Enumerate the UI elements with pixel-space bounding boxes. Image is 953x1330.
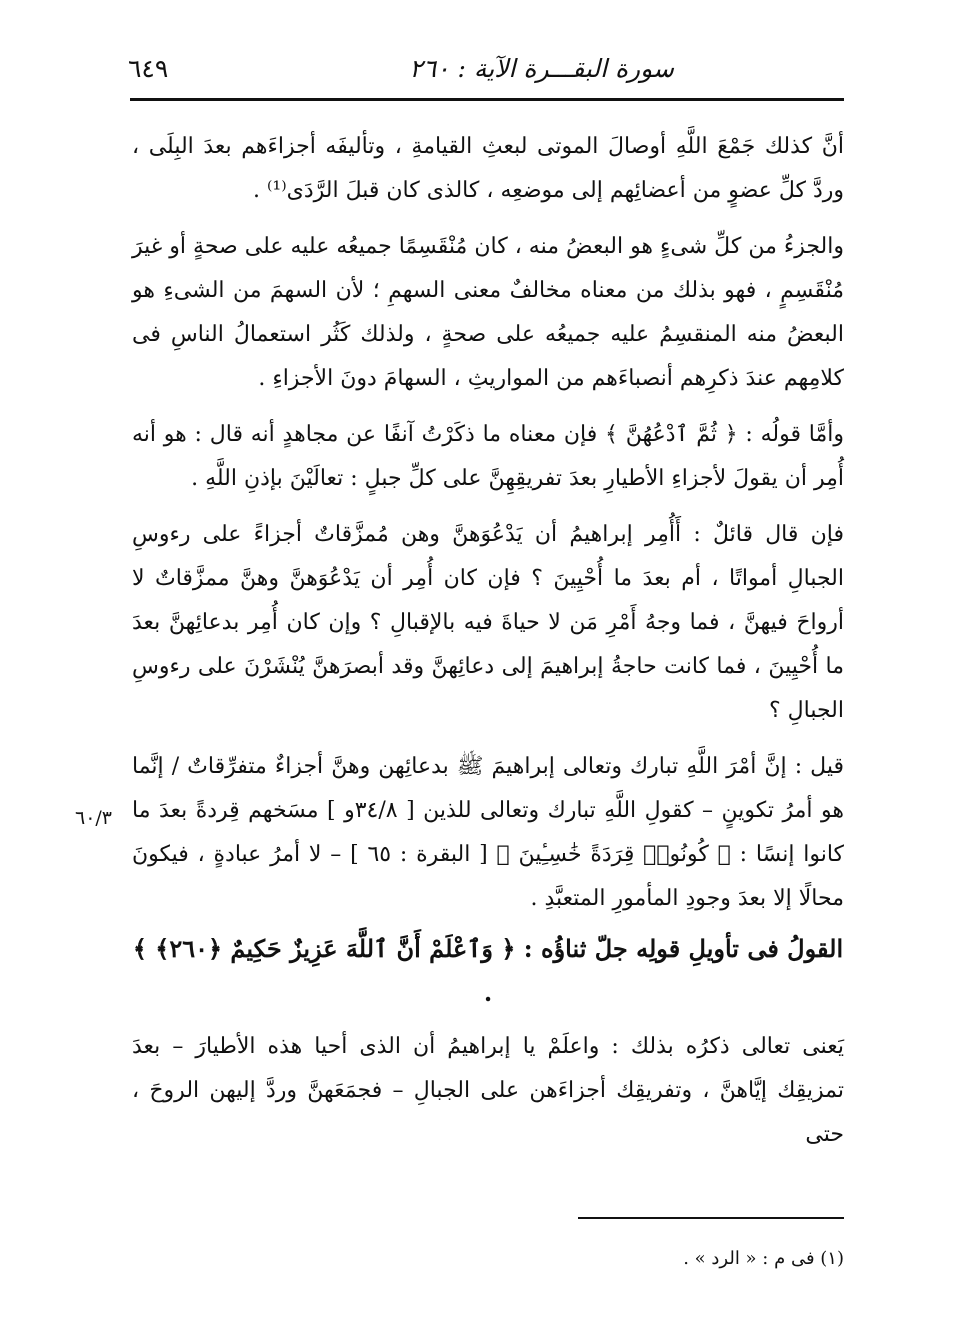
section-heading: القولُ فى تأويلِ قولِه جلّ ثناؤُه : ﴿ وَٱعْلَمْ أَنَّ ٱللَّهَ عَزِيزٌ حَكِيمٌ ﴿٢٦٠﴾ ﴾ . <box>132 934 844 1007</box>
page-body <box>132 125 844 1169</box>
page-number: ٦٤٩ <box>128 54 169 83</box>
paragraph: وأمَّا قولُه : ﴿ ثُمَّ ٱدْعُهُنَّ ﴾ فإن معناه ما ذكَرْتُ آنفًا عن مجاهدٍ أنه قال : هو أنه أُمِر أن يقولَ لأجزاءِ الأطيارِ بعدَ تفريقِهِنَّ على كلِّ جبلٍ : تعالَيْنَ بإذنِ اللَّهِ . <box>132 422 845 491</box>
margin-volume-reference: ٦٠/٣ <box>75 807 113 829</box>
paragraph: يَعنى تعالى ذكرُه بذلك : واعلَمْ يا إبراهيمُ أن الذى أحيا هذه الأطيارَ – بعدَ تمزيقِك إيَّاهنَّ ، وتفريقِك أجزاءَهن على الجبالِ – فجمَعَهنَّ وردَّ إليهن الروحَ ، حتى <box>132 1034 844 1147</box>
paragraph: والجزءُ من كلِّ شىءٍ هو البعضُ منه ، كان مُنْقَسِمًا جميعُه عليه على صحةٍ أو غيرَ مُنْقَسِمٍ ، فهو بذلك من معناه مخالفٌ معنى السهمِ ؛ لأن السهمَ من الشىءِ هو البعضُ منه المنقسِمُ عليه جميعُه على صحةٍ ، ولذلك كَثُر استعمالُ الناسِ فى كلامِهم عندَ ذكرِهم أنصباءَهم من المواريثِ ، السهامَ دونَ الأجزاءِ . <box>132 234 844 391</box>
footnote: (١) فى م : « الرد » . <box>683 1248 844 1269</box>
footnote-divider <box>578 1217 844 1219</box>
running-header <box>128 52 844 96</box>
paragraph: قيل : إنَّ أمْرَ اللَّهِ تبارك وتعالى إبراهيمَ ﷺ بدعائِهن وهنَّ أجزاءٌ متفرِّقاتٌ / إنَّما هو أمرُ تكوينٍ – كقولِ اللَّهِ تبارك وتعالى للذين [ ٣٤/٨و ] مسَخهم قِردةً بعدَ ما كانوا إنسًا : ﴿ كُونُوا۟ قِرَدَةً خَٰسِـِٔينَ ﴾ [ البقرة : ٦٥ ] – لا أمرُ عبادةٍ ، فيكونَ محالًا إلا بعدَ وجودِ المأمورِ المتعبَّدِ . <box>132 754 844 911</box>
paragraph: فإن قال قائلٌ : أَأُمِر إبراهيمُ أن يَدْعُوَهنَّ وهن مُمزَّقاتٌ أجزاءً على رءوسِ الجبالِ أمواتًا ، أم بعدَ ما أُحْيِينَ ؟ فإن كان أُمِر أن يَدْعُوَهنَّ وهنَّ ممزَّقاتٌ لا أرواحَ فيهنَّ ، فما وجهُ أَمْرِ مَن لا حياةَ فيه بالإقبالِ ؟ وإن كان أُمِر بدعائِهنَّ بعدَ ما أُحْيِينَ ، فما كانت حاجةُ إبراهيمَ إلى دعائِهنَّ وقد أبصرَهنَّ يُنْشَرْنَ على رءوسِ الجبالِ ؟ <box>132 522 844 723</box>
header-divider <box>130 98 844 101</box>
paragraph: أنَّ كذلك جَمْعَ اللَّهِ أوصالَ الموتى لبعثِ القيامةِ ، وتأليفَه أجزاءَهم بعدَ البِلَى ، وردَّ كلِّ عضوٍ من أعضائِهم إلى موضعِه ، كالذى كان قبلَ الرَّدَى⁽¹⁾ . <box>132 134 844 203</box>
surah-verse-title: سورة البقـــرة الآية : ٢٦٠ <box>409 54 674 83</box>
